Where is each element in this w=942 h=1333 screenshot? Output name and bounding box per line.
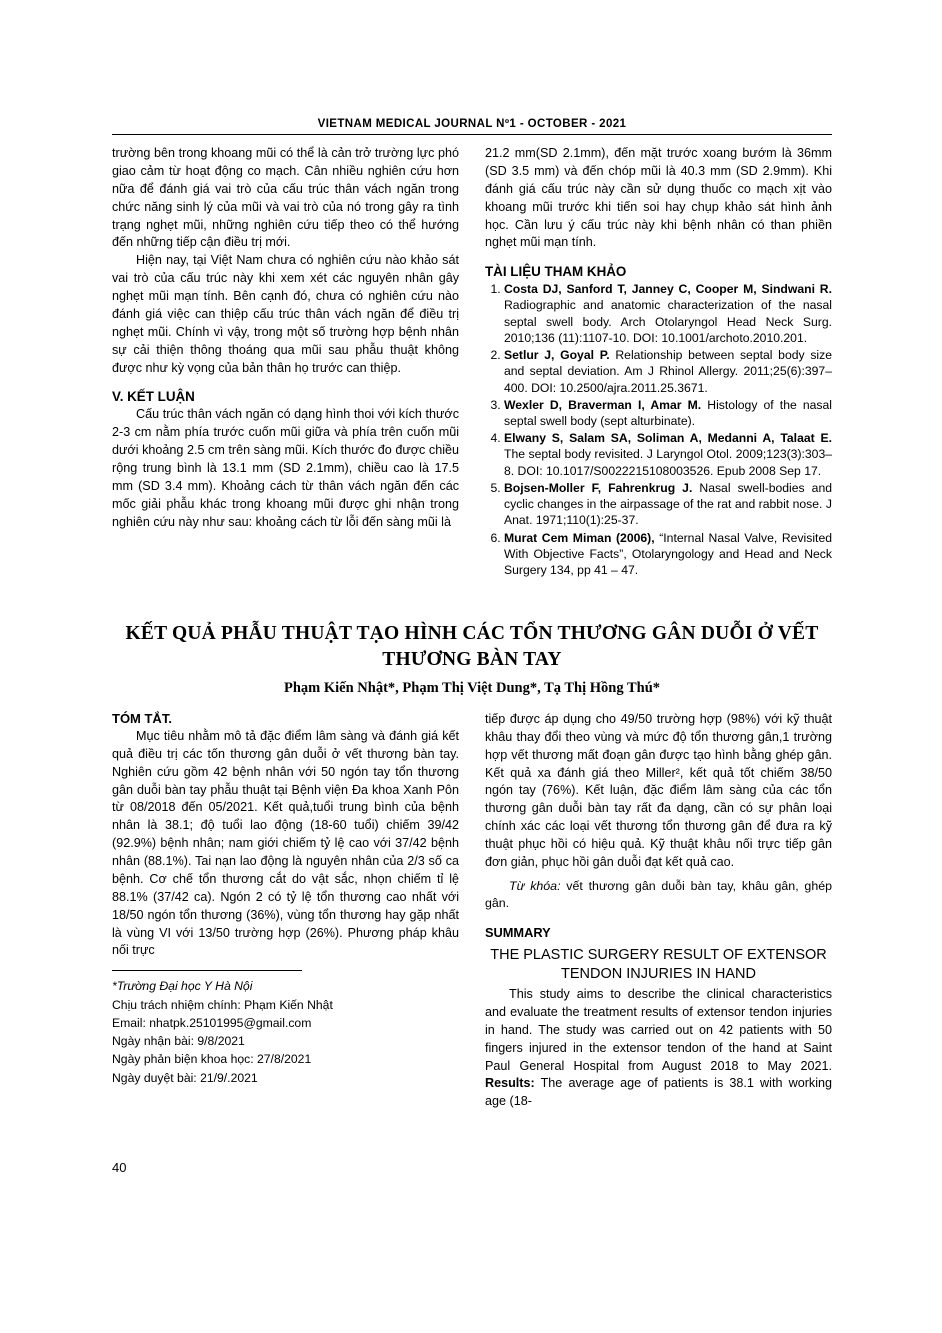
reference-item (504, 530, 832, 579)
reference-item (504, 347, 832, 396)
summary-text (485, 986, 832, 1111)
abstract-columns (112, 711, 832, 1111)
reference-item (504, 397, 832, 429)
footnote-affiliation: *Trường Đại học Y Hà Nội (112, 979, 253, 994)
reference-authors: Costa DJ, Sanford T, Janney C, Cooper M, Sindwani R. (504, 282, 832, 297)
summary-part-1: This study aims to describe the clinical characteristics and evaluate the treatment results of extensor tendon injuries in hand. The study was carried out on 42 patients with 50 fingers injured in the extensor tendon of the hand at Saint Paul General Hospital from August 2018 to May 2021. (485, 987, 832, 1073)
reference-body: Relationship between septal body size and septal deviation. Am J Rhinol Allergy. 2011;25(6):397–400. DOI: 10.2500/ajra.2011.25.3671. (504, 348, 832, 395)
footnote-accept-date: Ngày duyệt bài: 21/9/.2021 (112, 1070, 258, 1085)
reference-authors: Setlur J, Goyal P. (504, 348, 610, 363)
left-column-top (112, 145, 459, 579)
right-column-abstract (485, 711, 832, 1111)
reference-body: Nasal swell-bodies and cyclic changes in the airpassage of the rat and rabbit nose. J Anat. 1971;110(1):25-37. (504, 480, 832, 528)
reference-list (485, 281, 832, 578)
reference-item (504, 480, 832, 529)
section-heading-conclusion: V. KẾT LUẬN (112, 389, 195, 405)
abstract-heading: TÓM TẮT. (112, 710, 172, 726)
keywords-label: Từ khóa: (509, 878, 561, 893)
summary-results-label: Results: (485, 1076, 535, 1091)
header-rule (112, 134, 832, 135)
abstract-text: Mục tiêu nhằm mô tả đặc điểm lâm sàng và đánh giá kết quả điều trị các tốn thương gân duỗi ở vết thương bàn tay. Nghiên cứu gồm 42 bệnh nhân với 50 ngón tay tổn thương gân duỗi bàn tay phẫu thuật tại Bệnh viện Đa khoa Xanh Pôn từ 08/2018 đến 05/2021. Kết quả,tuổi trung bình của bệnh nhân là 38.1; độ tuổi lao động (18-60 tuổi) chiếm 39/42 (92.9%) bệnh nhân; nam giới chiếm tỷ lệ cao với 37/42 bệnh nhân (88.1%). Tai nạn lao động là nguyên nhân của 2/3 số ca bệnh. Cơ chế tổn thương cắt do vật sắc, nhọn chiếm tỉ lệ 88.1% (37/42 ca). Ngón 2 có tỷ lệ tổn thương cao nhất với 18/50 ngón tổn thương (36%), vùng tổn thương hay gặp nhất là vùng VI với 13/50 trường hợp (26%). Phương pháp khâu nối trực (112, 728, 459, 958)
section-heading-references: TÀI LIỆU THAM KHẢO (485, 264, 627, 280)
article-title: KẾT QUẢ PHẪU THUẬT TẠO HÌNH CÁC TỔN THƯƠNG GÂN DUỖI Ở VẾT THƯƠNG BÀN TAY (125, 623, 819, 670)
abstract-continued: tiếp được áp dụng cho 49/50 trường hợp (98%) với kỹ thuật khâu thay đổi theo vùng và mức độ tổn thương gân,1 trường hợp vết thương mất đoạn gân được tạo hình bằng ghép gân. Kết quả xa đánh giá theo Miller², kết quả tốt chiếm 38/50 ngón tay (76%). Kết luận, đặc điểm lâm sàng của các tổn thương gân duỗi bàn tay rất đa dạng, cần có sự phân loại chính xác các loại vết thương tổn thương gân để đưa ra kỹ thuật phục hồi có hiệu quả. Kỹ thuật khâu nối trực tiếp gân đơn giản, phục hồi gân duỗi đạt kết quả cao. (485, 711, 832, 869)
running-head: VIETNAM MEDICAL JOURNAL Nº1 - OCTOBER - 2021 (317, 118, 627, 130)
paragraph: 21.2 mm(SD 2.1mm), đến mặt trước xoang bướm là 36mm (SD 3.5 mm) và đến chóp mũi là 40.3 mm (SD 2.9mm). Khi đánh giá cấu trúc này cần sử dụng thuốc co mạch xịt vào khoang mũi trước khi tiến soi hay chụp khảo sát hình ảnh học. Cần lưu ý cấu trúc này khi bệnh nhân có than phiền nghẹt mũi mạn tính. (485, 146, 832, 250)
keywords (485, 878, 832, 913)
footnote-block (112, 977, 459, 1087)
reference-item (504, 281, 832, 346)
reference-authors: Elwany S, Salam SA, Soliman A, Medanni A, Talaat E. (504, 431, 832, 446)
article-authors: Phạm Kiến Nhật*, Phạm Thị Việt Dung*, Tạ Thị Hồng Thú* (283, 679, 661, 696)
reference-body: “Internal Nasal Valve, Revisited With Objective Facts”, Otolaryngology and Head and Neck Surgery 134, pp 41 – 47. (504, 530, 832, 577)
reference-authors: Wexler D, Braverman I, Amar M. (504, 397, 702, 412)
section-heading-summary: SUMMARY (485, 925, 551, 941)
footnote-review-date: Ngày phản biện khoa học: 27/8/2021 (112, 1052, 312, 1067)
top-columns (112, 145, 832, 579)
reference-body: Histology of the nasal septal swell body (sept alturbinate). (504, 397, 832, 428)
reference-authors: Murat Cem Miman (2006), (504, 530, 655, 545)
footnote-rule (112, 970, 302, 971)
keywords-text: vết thương gân duỗi bàn tay, khâu gân, ghép gân. (485, 878, 832, 911)
left-column-abstract (112, 711, 459, 1111)
page-content (112, 118, 832, 1111)
reference-authors: Bojsen-Moller F, Fahrenkrug J. (504, 480, 693, 495)
reference-body: Radiographic and anatomic characterization of the nasal septal swell body. Arch Otolaryngol Head Neck Surg. 2010;136 (11):1107-10. DOI: 10.1001/archoto.2010.201. (504, 298, 832, 345)
paragraph-conclusion: Cấu trúc thân vách ngăn có dạng hình thoi với kích thước 2-3 cm nằm phía trước cuốn mũi giữa và phía trên cuốn mũi dưới khoảng 2.5 cm trên sàng mũi. Kích thước đo được chiều rộng trung bình là 13.1 mm (SD 2.1mm), chiều cao là 17.5 mm (SD 3.4 mm). Khoảng cách từ thân vách ngăn đến các mốc giải phẫu khác trong khoang mũi được ghi nhận trong nghiên cứu này như sau: khoảng cách từ lỗi đến sàng mũi là (112, 407, 459, 529)
summary-title: THE PLASTIC SURGERY RESULT OF EXTENSOR TENDON INJURIES IN HAND (490, 947, 827, 983)
page-number: 40 (112, 1160, 127, 1175)
paragraph: trường bên trong khoang mũi có thể là cản trở trường lực phó giao cảm từ hoạt động co mạch. Cân nhiều nghiên cứu hơn nữa để đánh giá vai trò của cấu trúc thân vách ngăn trong chức năng sinh lý của mũi và vai trò của nó trong gây ra tình trạng nghẹt mũi, những nghiên cứu tiếp theo có thể hướng đến những tiếp cận điều trị mới. (112, 146, 459, 250)
summary-part-2: The average age of patients is 38.1 with working age (18- (485, 1076, 832, 1109)
footnote-contact: Chịu trách nhiệm chính: Phạm Kiến Nhật (112, 997, 333, 1012)
footnote-email: Email: nhatpk.25101995@gmail.com (112, 1015, 312, 1030)
footnote-received-date: Ngày nhận bài: 9/8/2021 (112, 1034, 245, 1049)
right-column-top (485, 145, 832, 579)
reference-item (504, 430, 832, 479)
reference-body: The septal body revisited. J Laryngol Otol. 2009;123(3):303–8. DOI: 10.1017/S0022215108003526. Epub 2008 Sep 17. (504, 447, 832, 478)
paragraph: Hiện nay, tại Việt Nam chưa có nghiên cứu nào khảo sát vai trò của cấu trúc này khi xem xét các nguyên nhân gây nghẹt mũi mạn tính. Bên cạnh đó, chưa có nghiên cứu nào đánh giá việc can thiệp cấu trúc thân vách ngăn để điều trị nghẹt mũi. Chính vì vậy, trong một số trường hợp bệnh nhân sự cải thiện thông thoáng qua mũi sau phẫu thuật không được như kỳ vọng của bản thân họ trước can thiệp. (112, 253, 459, 375)
